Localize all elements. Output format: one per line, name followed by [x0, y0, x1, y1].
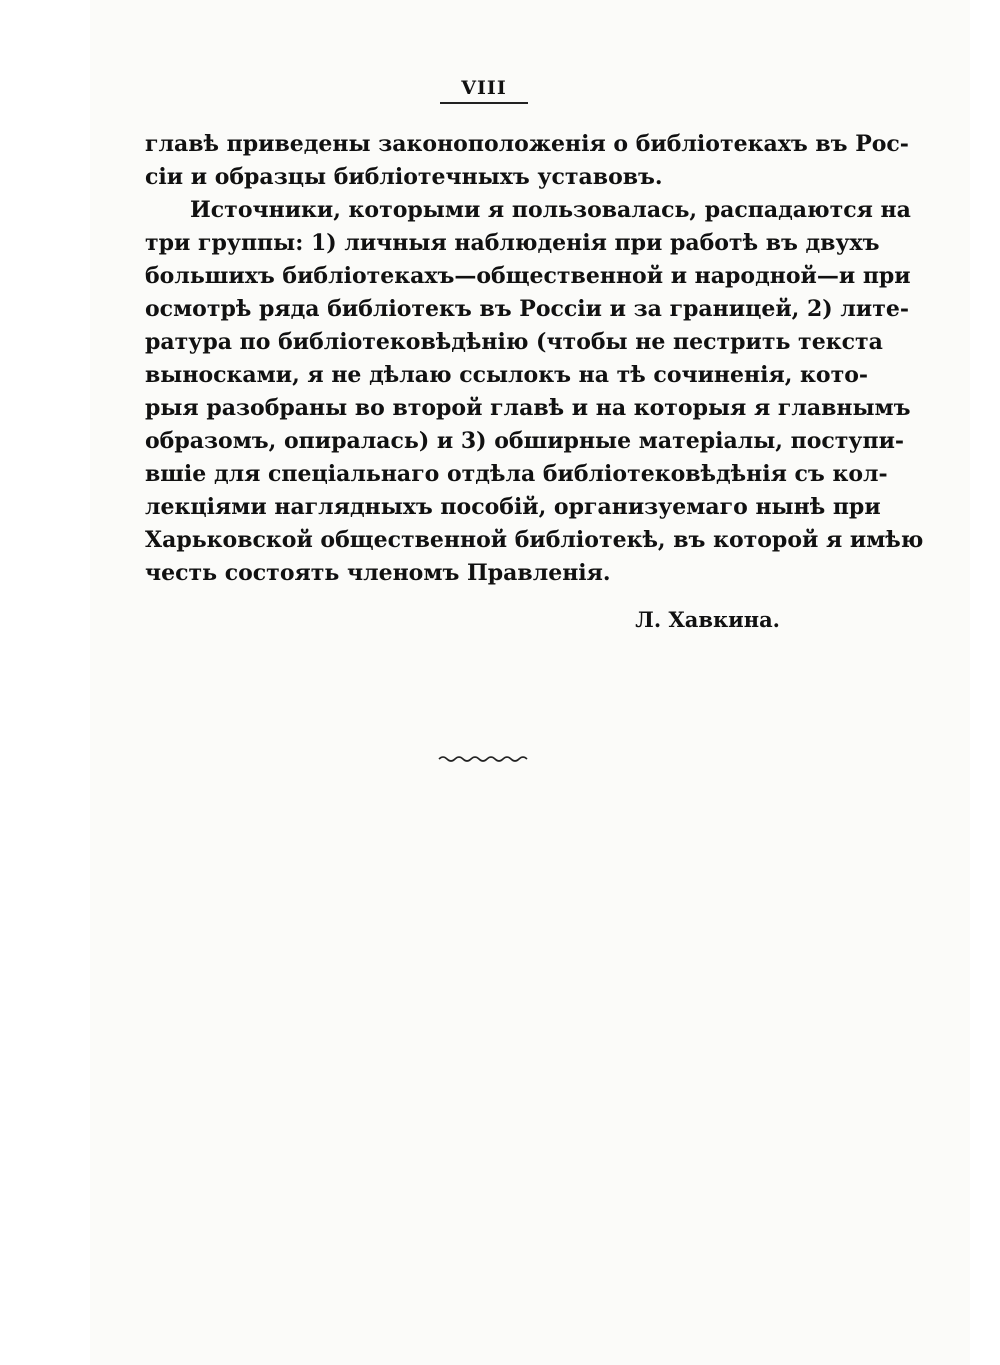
text-line: вшіе для спеціальнаго отдѣла библіотековѣдѣнія съ кол- [145, 461, 888, 487]
text-line: рыя разобраны во второй главѣ и на которыя я главнымъ [145, 395, 911, 421]
text-line: ратура по библіотековѣдѣнію (чтобы не пестрить текста [145, 329, 883, 355]
text-line: сіи и образцы библіотечныхъ уставовъ. [145, 164, 663, 190]
text-line: три группы: 1) личныя наблюденія при работѣ въ двухъ [145, 230, 880, 256]
header-rule [440, 102, 528, 104]
text-line: Источники, которыми я пользовалась, распадаются на [190, 197, 911, 223]
text-line: выносками, я не дѣлаю ссылокъ на тѣ сочиненія, кото- [145, 362, 869, 388]
author-signature: Л. Хавкина. [635, 607, 780, 632]
text-line: честь состоять членомъ Правленія. [145, 560, 611, 586]
text-line: образомъ, опиралась) и 3) обширные матеріалы, поступи- [145, 428, 905, 454]
text-line: осмотрѣ ряда библіотекъ въ Россіи и за границей, 2) лите- [145, 296, 909, 322]
text-line: большихъ библіотекахъ—общественной и народной—и при [145, 263, 911, 289]
text-line: главѣ приведены законоположенія о библіотекахъ въ Рос- [145, 131, 909, 157]
page-number: VIII [461, 77, 507, 99]
text-line: лекціями наглядныхъ пособій, организуемаго нынѣ при [145, 494, 881, 520]
body-text [145, 128, 924, 590]
ornament-divider [437, 752, 529, 766]
text-line: Харьковской общественной библіотекѣ, въ которой я имѣю [145, 527, 924, 553]
